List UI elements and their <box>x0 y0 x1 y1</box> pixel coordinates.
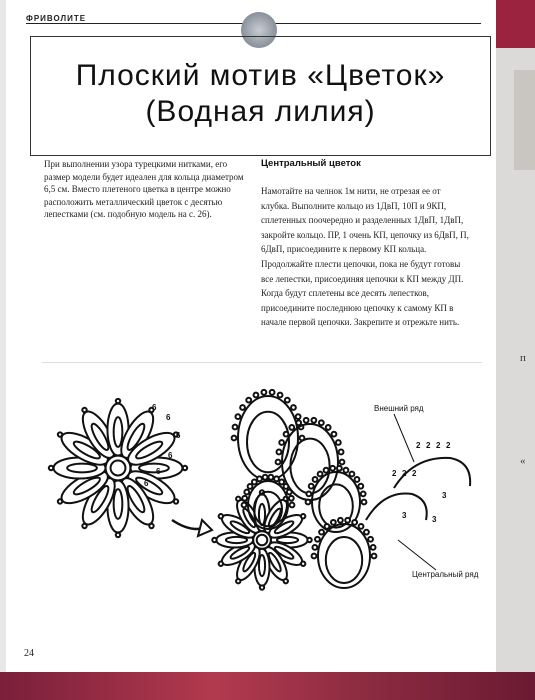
picot-bead <box>306 500 311 505</box>
book-page <box>6 0 496 672</box>
stitch-count-label: 6 <box>168 451 173 460</box>
picot-bead <box>372 554 377 559</box>
picot-dot <box>82 408 86 412</box>
picot-dot <box>307 538 311 542</box>
stitch-count-label: 2 <box>412 469 417 478</box>
picot-bead <box>352 520 357 525</box>
picot-dot <box>219 514 223 518</box>
picot-bead <box>248 484 253 489</box>
picot-bead <box>345 518 350 523</box>
adjacent-page-letter: « <box>520 455 526 467</box>
page-number: 24 <box>24 648 34 659</box>
picot-bead <box>312 545 317 550</box>
picot-bead <box>355 477 360 482</box>
stitch-count-label: 6 <box>176 431 181 440</box>
adjacent-page <box>496 0 535 700</box>
picot-bead <box>279 440 284 445</box>
picot-bead <box>324 468 329 473</box>
picot-dot <box>58 499 62 503</box>
flower-center-inner <box>257 535 268 546</box>
picot-bead <box>330 466 335 471</box>
stitch-count-label: 3 <box>442 491 447 500</box>
picot-dot <box>236 497 240 501</box>
picot-bead <box>318 472 323 477</box>
stitch-count-label: 2 <box>416 441 421 450</box>
picot-bead <box>287 490 292 495</box>
picot-dot <box>260 585 264 589</box>
tatting-ring-inner <box>326 537 362 583</box>
picot-bead <box>268 475 273 480</box>
picot-bead <box>331 520 336 525</box>
picot-bead <box>371 545 376 550</box>
picot-bead <box>232 436 237 441</box>
picot-dot <box>219 562 223 566</box>
picot-bead <box>306 491 311 496</box>
picot-dot <box>236 579 240 583</box>
section-heading: Центральный цветок <box>261 158 361 169</box>
picot-bead <box>304 418 309 423</box>
picot-bead <box>336 440 341 445</box>
picot-bead <box>361 491 366 496</box>
picot-bead <box>315 537 320 542</box>
leader-line <box>394 414 414 462</box>
flower-center-inner <box>111 461 126 476</box>
stitch-count-label: 2 <box>392 469 397 478</box>
stitch-count-label: 3 <box>432 515 437 524</box>
picot-bead <box>319 530 324 535</box>
picot-bead <box>296 420 301 425</box>
picot-dot <box>149 524 153 528</box>
picot-bead <box>289 496 294 501</box>
picot-bead <box>364 530 369 535</box>
picot-dot <box>183 466 187 470</box>
chain-arc <box>366 494 427 520</box>
picot-bead <box>337 466 342 471</box>
adjacent-page-letter: п <box>520 352 526 364</box>
stitch-count-label: 2 <box>436 441 441 450</box>
picot-bead <box>240 405 245 410</box>
picot-bead <box>332 432 337 437</box>
petal-inner <box>139 464 169 473</box>
picot-bead <box>233 425 238 430</box>
picot-bead <box>274 476 279 481</box>
picot-bead <box>362 500 367 505</box>
picot-bead <box>290 503 295 508</box>
picot-dot <box>301 514 305 518</box>
section-label: ФРИВОЛИТЕ <box>26 14 87 23</box>
stitch-count-label: 2 <box>446 441 451 450</box>
picot-bead <box>344 468 349 473</box>
picot-dot <box>284 579 288 583</box>
title-line: (Водная лилия) <box>145 95 376 128</box>
picot-bead <box>339 450 344 455</box>
picot-bead <box>246 398 251 403</box>
picot-dot <box>49 466 53 470</box>
picot-bead <box>276 460 281 465</box>
picot-bead <box>289 425 294 430</box>
picot-bead <box>279 480 284 485</box>
picot-bead <box>257 476 262 481</box>
stitch-count-label: 6 <box>156 467 161 476</box>
picot-bead <box>311 418 316 423</box>
stitch-count-label: 2 <box>402 469 407 478</box>
picot-bead <box>309 484 314 489</box>
picot-dot <box>58 432 62 436</box>
picot-bead <box>277 450 282 455</box>
picot-bead <box>284 484 289 489</box>
picot-bead <box>325 524 330 529</box>
picot-dot <box>116 533 120 537</box>
picot-bead <box>296 414 301 419</box>
picot-bead <box>242 503 247 508</box>
instructions-paragraph: Намотайте на челнок 1м нити, не отрезая ее от клубка. Выполните кольцо из 1ДвП, 10П и 9КП, сплетенных поочередно и разделенных 1ДвП, 1ДвП, закройте кольцо. ПР, 1 очень КП, цепочку из 6ДвП, П, 6ДвП, присоедините к первому КП кольца. Продолжайте плести цепочки, пока не будут готовы все лепестки, присоединяя цепочки к КП между ДП. Когда будут сплетены все десять лепестков, присоедините последнюю цепочку к самому КП в начале первой цепочки. Закрепите и отрежьте нить. <box>261 186 469 328</box>
picot-bead <box>291 405 296 410</box>
picot-bead <box>242 496 247 501</box>
stitch-count-label: 2 <box>426 441 431 450</box>
picot-bead <box>338 518 343 523</box>
picot-bead <box>244 490 249 495</box>
picot-bead <box>368 537 373 542</box>
stitch-count-label: 6 <box>166 413 171 422</box>
picot-bead <box>235 414 240 419</box>
petal-inner <box>114 417 123 447</box>
petal-inner <box>114 489 123 519</box>
stitch-count-label: 6 <box>144 479 149 488</box>
arrowhead-icon <box>198 520 212 536</box>
picot-dot <box>301 562 305 566</box>
table-surface <box>0 672 535 700</box>
flower-motif-small <box>212 490 311 589</box>
picot-bead <box>326 425 331 430</box>
picot-bead <box>262 390 267 395</box>
adjacent-page-band <box>496 0 535 48</box>
picot-bead <box>359 524 364 529</box>
picot-dot <box>82 524 86 528</box>
picot-dot <box>174 499 178 503</box>
picot-bead <box>313 477 318 482</box>
label-outer-row: Внешний ряд <box>374 404 424 413</box>
picot-bead <box>319 420 324 425</box>
title-line: Плоский мотив «Цветок» <box>75 59 446 92</box>
picot-bead <box>350 472 355 477</box>
picot-bead <box>340 460 345 465</box>
picot-bead <box>252 480 257 485</box>
picot-bead <box>284 432 289 437</box>
picot-bead <box>270 390 275 395</box>
picot-bead <box>254 393 259 398</box>
picot-bead <box>285 398 290 403</box>
picot-bead <box>358 484 363 489</box>
stitch-count-label: 3 <box>402 511 407 520</box>
stitch-count-label: 6 <box>152 403 157 412</box>
adjacent-page-photo <box>514 70 535 170</box>
picot-dot <box>116 399 120 403</box>
picot-dot <box>212 538 216 542</box>
leader-line <box>398 540 436 570</box>
picot-bead <box>278 393 283 398</box>
picot-bead <box>312 554 317 559</box>
petal-inner <box>67 464 97 473</box>
intro-paragraph: При выполнении узора турецкими нитками, его размер модели будет идеален для кольца диаметром 6,5 см. Вместо плетеного цветка в центре можно расположить металлический цветок с десятью лепестками (см. подобную модель на с. 26). <box>44 159 244 220</box>
picot-bead <box>263 475 268 480</box>
label-central-row: Центральный ряд <box>412 570 479 579</box>
